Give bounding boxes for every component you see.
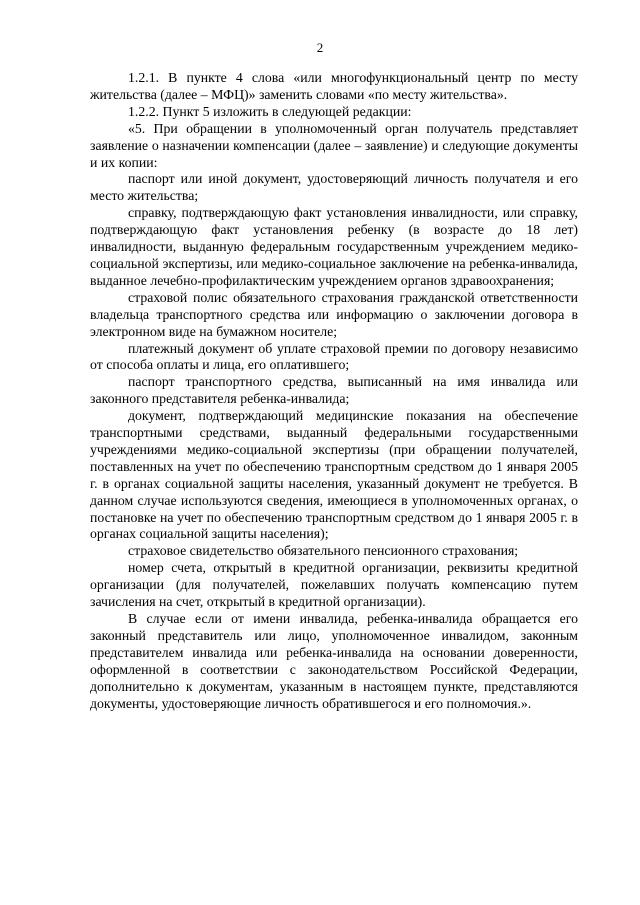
paragraph-item-5-intro: «5. При обращении в уполномоченный орган получатель представляет заявление о назначении компенсации (далее – заявление) и следующие документы и их копии:: [90, 120, 578, 170]
paragraph-disability-certificate: справку, подтверждающую факт установления инвалидности, или справку, подтверждающую факт установления ребенку (в возрасте до 18 лет) инвалидности, выданную федеральным государственным учреждением медико-социальной экспертизы, или медико-социальное заключение на ребенка-инвалида, выданное лечебно-профилактическим учреждением органов здравоохранения;: [90, 205, 578, 288]
document-body: [90, 70, 578, 712]
paragraph-medical-indications: документ, подтверждающий медицинские показания на обеспечение транспортными средствами, выданный федеральными государственными учреждениями медико-социальной экспертизы (при обращении получателей, поставленных на учет по обеспечению транспортным средством до 1 января 2005 г. в органах социальной защиты населения, указанный документ не требуется. В данном случае используются сведения, имеющиеся в уполномоченных органах, о постановке на учет по обеспечению транспортным средством до 1 января 2005 г. в органах социальной защиты населения);: [90, 408, 578, 542]
paragraph-pension-insurance: страховое свидетельство обязательного пенсионного страхования;: [128, 543, 519, 559]
paragraph-payment-document: платежный документ об уплате страховой премии по договору независимо от способа оплаты и лица, его оплатившего;: [90, 340, 578, 373]
paragraph-vehicle-passport: паспорт транспортного средства, выписанный на имя инвалида или законного представителя ребенка-инвалида;: [90, 374, 578, 407]
paragraph-1-2-2: 1.2.2. Пункт 5 изложить в следующей редакции:: [128, 103, 412, 119]
paragraph-1-2-1: 1.2.1. В пункте 4 слова «или многофункциональный центр по месту жительства (далее – МФЦ)» заменить словами «по месту жительства».: [90, 70, 578, 102]
paragraph-representative: В случае если от имени инвалида, ребенка-инвалида обращается его законный представитель или лицо, уполномоченное инвалидом, законным представителем инвалида или ребенка-инвалида на основании доверенности, оформленной в соответствии с законодательством Российской Федерации, дополнительно к документам, указанным в настоящем пункте, представляются документы, удостоверяющие личность обратившегося и его полномочия.».: [90, 611, 578, 711]
paragraph-insurance-policy: страховой полис обязательного страхования гражданской ответственности владельца транспортного средства или информацию о заключении договора в электронном виде на бумажном носителе;: [90, 289, 578, 339]
paragraph-passport: паспорт или иной документ, удостоверяющий личность получателя и его место жительства;: [90, 171, 578, 204]
page-number: 2: [316, 40, 324, 55]
paragraph-bank-account: номер счета, открытый в кредитной организации, реквизиты кредитной организации (для получателей, пожелавших получать компенсацию путем зачисления на счет, открытый в кредитной организации).: [90, 560, 578, 610]
